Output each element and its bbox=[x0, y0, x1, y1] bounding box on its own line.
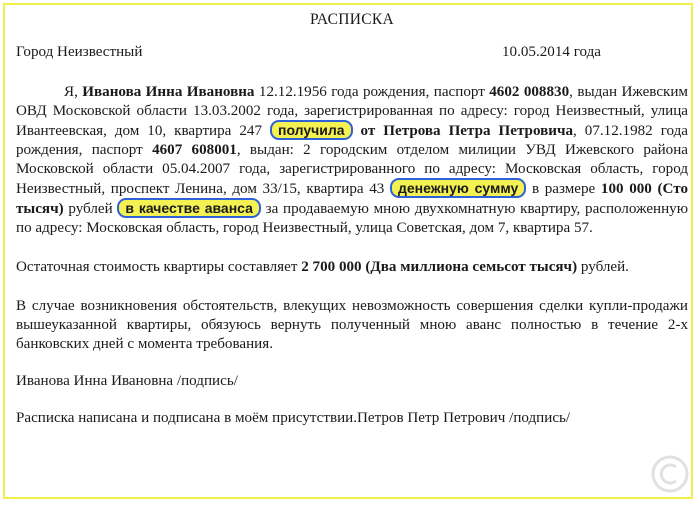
highlight-advance: в качестве аванса bbox=[117, 198, 261, 218]
recipient-signature: Иванова Инна Ивановна /подпись/ bbox=[16, 373, 238, 389]
text-segment: Я, bbox=[64, 84, 83, 100]
text-segment: в размере bbox=[526, 181, 601, 197]
receipt-document bbox=[16, 6, 688, 428]
text-segment bbox=[353, 123, 361, 139]
document-date: 10.05.2014 года bbox=[502, 44, 602, 60]
place-date-row bbox=[16, 43, 688, 62]
text-segment: , 07.12.1982 года рождения, паспорт bbox=[16, 123, 689, 158]
highlight-received: получила bbox=[270, 120, 353, 140]
text-segment: за продаваемую мною двухкомнатную квартиру, расположенную по адресу: Московская область, город Неизвестный, улица Советская, дом 7, квартира 57. bbox=[16, 201, 689, 236]
recipient-name: Иванова Инна Ивановна bbox=[82, 84, 255, 100]
recipient-passport: 4602 008830 bbox=[489, 84, 570, 100]
document-title: РАСПИСКА bbox=[309, 11, 395, 28]
main-paragraph bbox=[16, 83, 688, 238]
obligation-paragraph: В случае возникновения обстоятельств, влекущих невозможность совершения сделки купли-продажи вышеуказанной квартиры, обязуюсь вернуть полученный мною аванс полностью в течение 2-х банковских дней с момента требования. bbox=[16, 298, 688, 352]
advance-amount: 100 000 (Сто тысяч) bbox=[16, 181, 688, 217]
remaining-amount: 2 700 000 (Два миллиона семьсот тысяч) bbox=[301, 259, 578, 275]
text-segment: Остаточная стоимость квартиры составляет bbox=[16, 259, 302, 275]
payer-passport: 4607 608001 bbox=[152, 142, 237, 158]
highlight-money: денежную сумму bbox=[390, 178, 526, 198]
text-segment: рублей. bbox=[577, 259, 629, 275]
city: Город Неизвестный bbox=[16, 44, 143, 60]
text-segment: рублей bbox=[63, 201, 118, 217]
witness-signature: Расписка написана и подписана в моём присутствии.Петров Петр Петрович /подпись/ bbox=[16, 410, 571, 426]
text-segment: , выдан: 2 городским отделом милиции УВД Ижевского района Московской области 05.04.2007 года, зарегистрированного по адресу: Московская область, город Неизвестный, проспект Ленина, дом 33/15, квартира 43 bbox=[16, 142, 688, 197]
site-logo-icon bbox=[650, 454, 690, 494]
text-segment: 12.12.1956 года рождения, паспорт bbox=[254, 84, 490, 100]
text-segment: , выдан Ижевским ОВД Московской области 13.03.2002 года, зарегистрированная по адресу: город Неизвестный, улица Ивантеевская, дом 10, квартира 247 bbox=[16, 84, 688, 139]
remaining-cost-paragraph bbox=[16, 258, 688, 277]
payer-name: от Петрова Петра Петровича bbox=[360, 123, 574, 139]
